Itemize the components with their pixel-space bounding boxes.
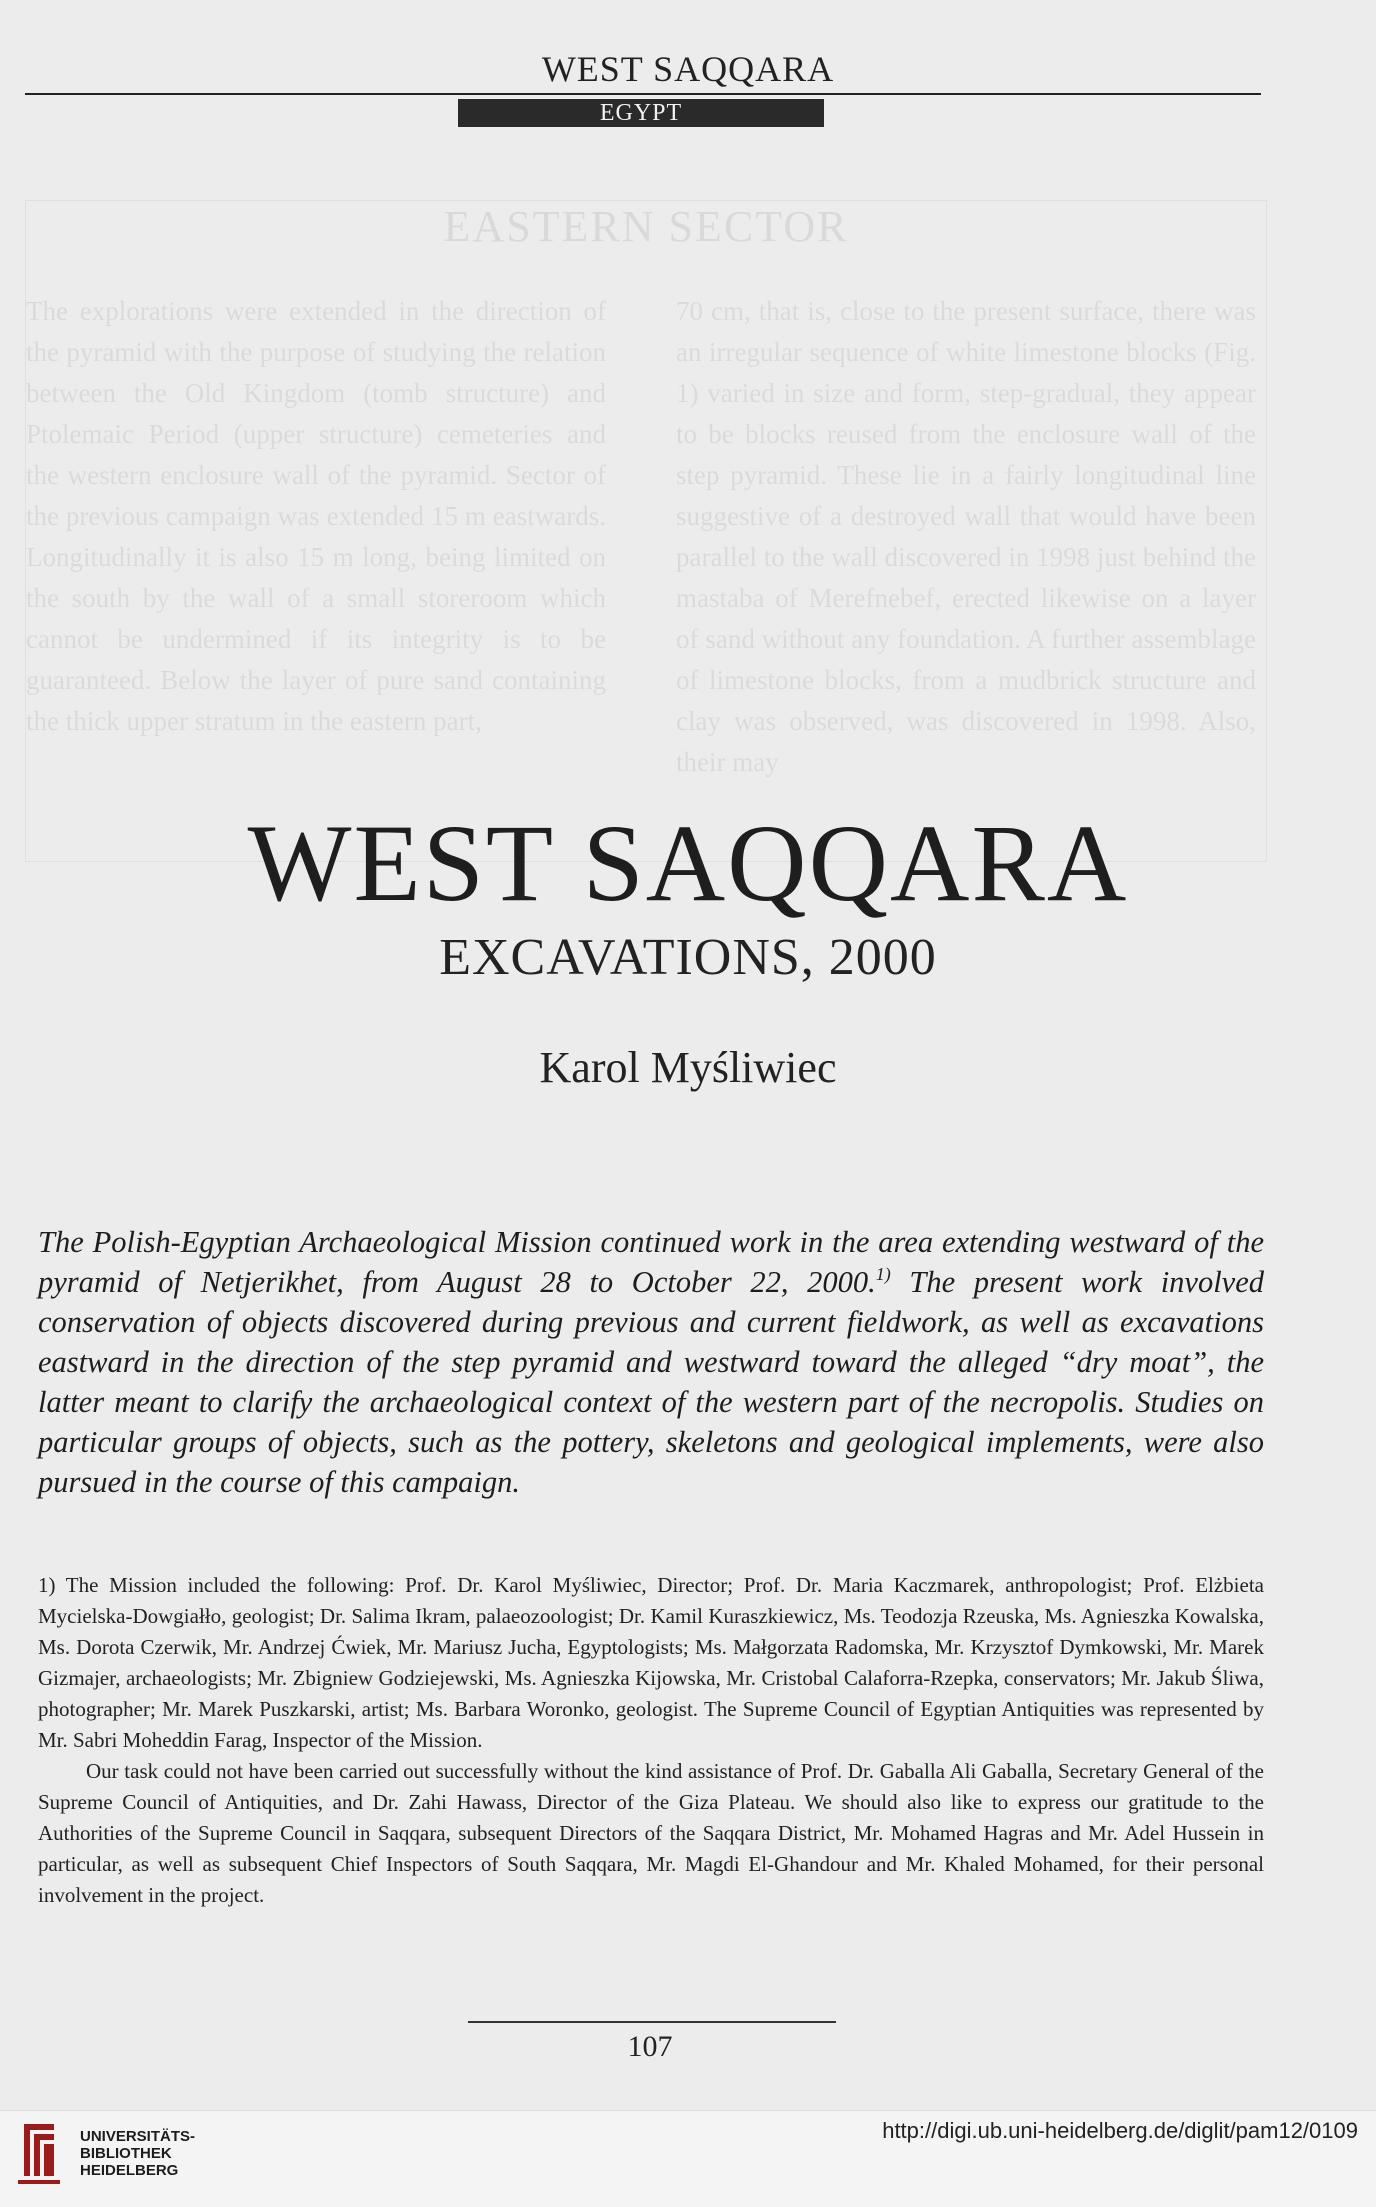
abstract-text-2: The present work involved conservation of objects discovered during previous and current fieldwork, as well as excavations eastward in the direction of the step pyramid and westward toward the alleged “dry moat”, the latter meant to clarify the archaeological context of the western part of the necropolis. Studies on particular groups of objects, such as the pottery, skeletons and geological implements, were also pursued in the course of this campaign.: [38, 1265, 1265, 1499]
article-author: Karol Myśliwiec: [539, 1043, 837, 1092]
show-through-right-column: 70 cm, that is, close to the present surface, there was an irregular sequence of white limestone blocks (Fig. 1) varied in size and form, step-gradual, they appear to be blocks reused from the enclosure wall of the step pyramid. These lie in a fairly longitudinal line suggestive of a destroyed wall that would have been parallel to the wall discovered in 1998 just behind the mastaba of Merefnebef, erected likewise on a layer of sand without any foundation. A further assemblage of limestone blocks, from a mudbrick structure and clay was observed, was discovered in 1998. Also, their may: [676, 296, 1256, 777]
show-through-left-column: The explorations were extended in the direction of the pyramid with the purpose of studying the relation between the Old Kingdom (tomb structure) and Ptolemaic Period (upper structure) cemeteries and the western enclosure wall of the pyramid. Sector of the previous campaign was extended 15 m eastwards. Longitudinally it is also 15 m long, being limited on the south by the wall of a small storeroom which cannot be undermined if its integrity is to be guaranteed. Below the layer of pure sand containing the thick upper stratum in the eastern part,: [26, 296, 606, 736]
show-through-text: [25, 200, 1267, 862]
article-title: WEST SAQQARA: [247, 802, 1129, 924]
library-line-2: BIBLIOTHEK: [80, 2145, 172, 2162]
library-name: [80, 2128, 195, 2179]
page-number: 107: [627, 2030, 673, 2063]
footnote-acknowledgement: Our task could not have been carried out successfully without the kind assistance of Prof. Dr. Gaballa Ali Gaballa, Secretary General of the Supreme Council of Antiquities, and Dr. Zahi Hawass, Director of the Giza Plateau. We should also like to express our gratitude to the Authorities of the Supreme Council in Saqqara, subsequent Directors of the Saqqara District, Mr. Mohamed Hagras and Mr. Adel Hussein in particular, as well as subsequent Chief Inspectors of South Saqqara, Mr. Magdi El-Ghandour and Mr. Khaled Mohamed, for their personal involvement in the project.: [38, 1759, 1264, 1907]
show-through-title: EASTERN SECTOR: [443, 202, 849, 251]
footer-rule: [468, 2021, 836, 2023]
abstract-paragraph: [38, 1222, 1264, 1502]
abstract-text-1: The Polish-Egyptian Archaeological Mission continued work in the area extending westward of the pyramid of Netjerikhet, from August 28 to October 22, 2000.: [38, 1225, 1264, 1299]
header-rule: [25, 93, 1261, 95]
country-label: EGYPT: [458, 99, 824, 127]
footnote-1: 1) The Mission included the following: Prof. Dr. Karol Myśliwiec, Director; Prof. Dr. Maria Kaczmarek, anthropologist; Prof. Elżbieta Mycielska-Dowgiałło, geologist; Dr. Salima Ikram, palaeozoologist; Dr. Kamil Kuraszkiewicz, Ms. Teodozja Rzeuska, Ms. Agnieszka Kowalska, Ms. Dorota Czerwik, Mr. Andrzej Ćwiek, Mr. Mariusz Jucha, Egyptologists; Ms. Małgorzata Radomska, Mr. Krzysztof Dymkowski, Mr. Marek Gizmajer, archaeologists; Mr. Zbigniew Godziejewski, Ms. Agnieszka Kijowska, Mr. Cristobal Calaforra-Rzepka, conservators; Mr. Jakub Śliwa, photographer; Mr. Marek Puszkarski, artist; Ms. Barbara Woronko, geologist. The Supreme Council of Egyptian Antiquities was represented by Mr. Sabri Moheddin Farag, Inspector of the Mission.: [38, 1573, 1264, 1752]
article-subtitle: EXCAVATIONS, 2000: [439, 929, 937, 986]
footnotes: [38, 1570, 1264, 1911]
library-logo-icon: [14, 2118, 64, 2186]
running-head: WEST SAQQARA: [541, 49, 835, 89]
source-url[interactable]: http://digi.ub.uni-heidelberg.de/diglit/pam12/0109: [882, 2118, 1358, 2143]
library-line-1: UNIVERSITÄTS-: [80, 2128, 196, 2145]
footnote-reference: 1): [875, 1264, 891, 1284]
library-line-3: HEIDELBERG: [80, 2162, 179, 2179]
